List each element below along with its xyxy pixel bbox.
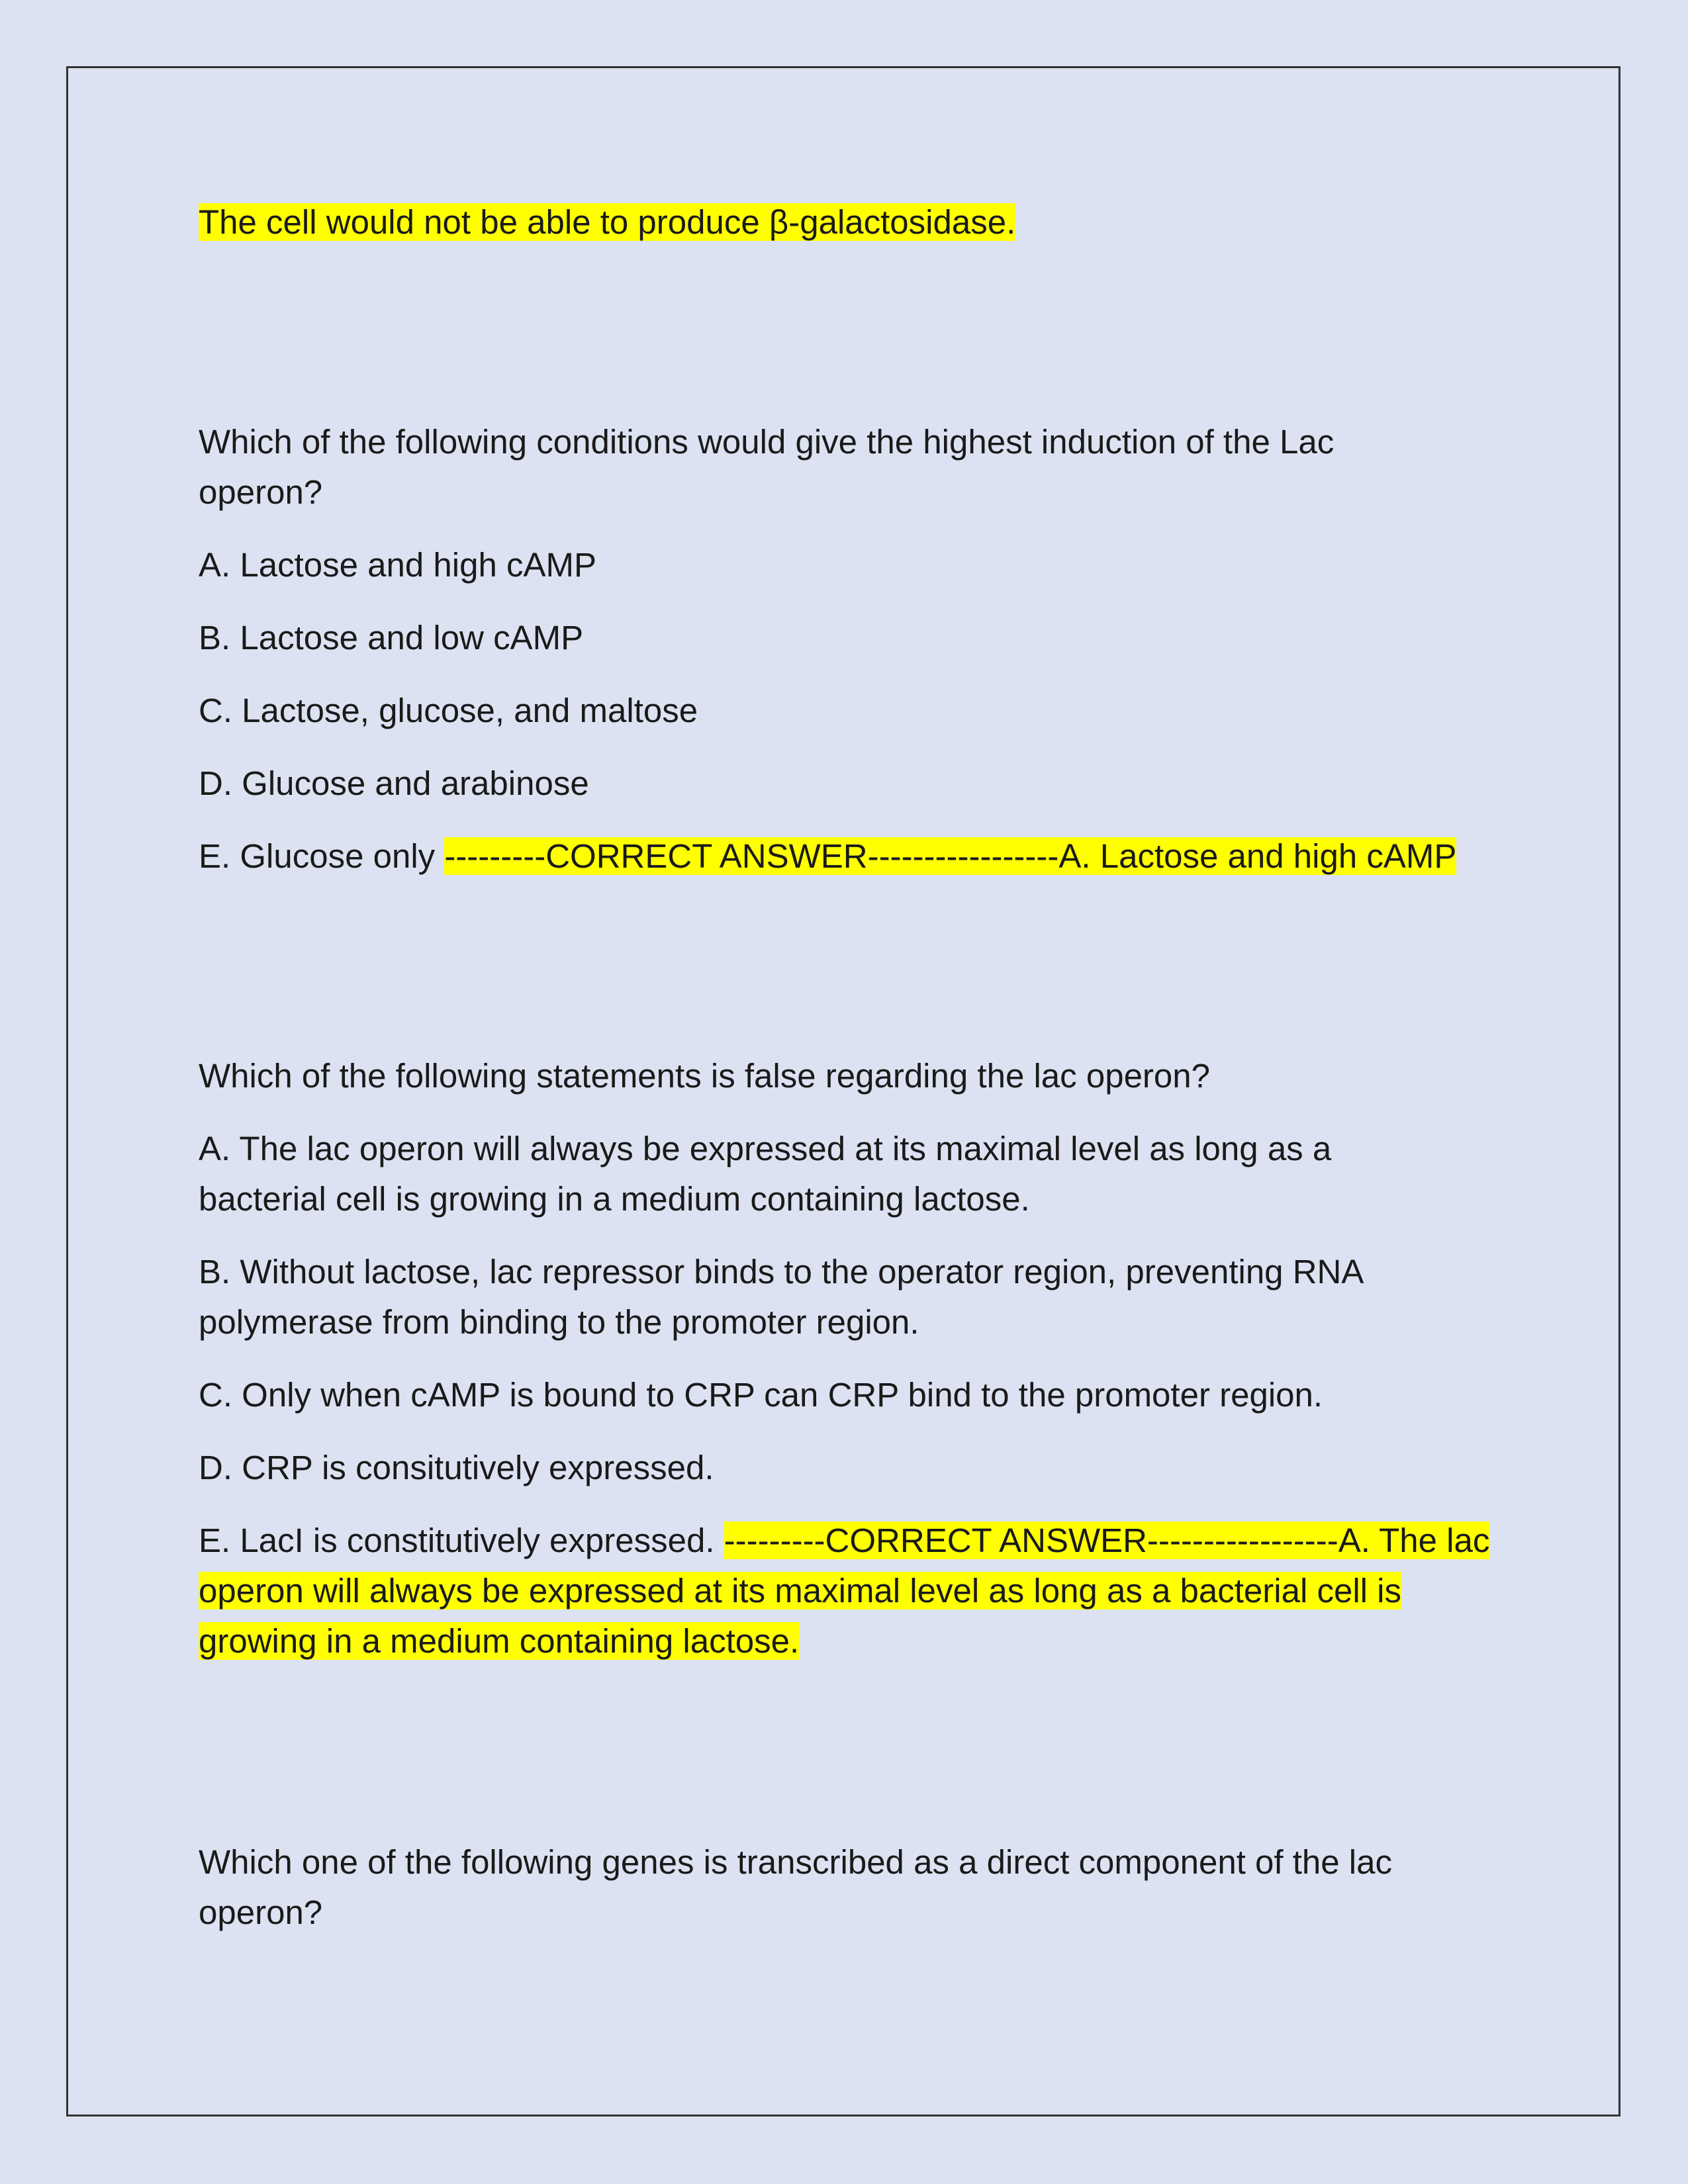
option-b: B. Lactose and low cAMP <box>199 619 584 657</box>
option-d: D. Glucose and arabinose <box>199 764 589 802</box>
question-2 <box>199 1051 1516 1689</box>
option-e-text: E. LacI is constitutively expressed. <box>199 1522 724 1559</box>
option-e-text: E. Glucose only <box>199 837 445 875</box>
correct-answer-highlight: operon will always be expressed at its maximal level as long as a bacterial cell is <box>199 1572 1401 1610</box>
option-c: C. Lactose, glucose, and maltose <box>199 692 698 729</box>
option-e <box>199 831 1516 882</box>
question-text-line: Which one of the following genes is transcribed as a direct component of the lac <box>199 1843 1393 1881</box>
intro-answer <box>199 197 1516 248</box>
question-3 <box>199 1837 1516 1938</box>
question-text-line: operon? <box>199 473 323 511</box>
question-1-text <box>199 417 1516 518</box>
intro-section <box>199 197 1516 248</box>
question-text-line: operon? <box>199 1893 323 1931</box>
correct-answer-highlight: growing in a medium containing lactose. <box>199 1622 800 1660</box>
option-line: bacterial cell is growing in a medium containing lactose. <box>199 1180 1030 1218</box>
option-e-line <box>199 1516 1516 1566</box>
correct-answer-highlight: ---------CORRECT ANSWER-----------------A. The lac <box>724 1522 1490 1559</box>
question-text-line: Which of the following conditions would give the highest induction of the Lac <box>199 423 1335 461</box>
question-1 <box>199 417 1516 904</box>
highlighted-answer: The cell would not be able to produce β-galactosidase. <box>199 203 1016 241</box>
option-b <box>199 1247 1516 1347</box>
option-line: A. The lac operon will always be expressed at its maximal level as long as a <box>199 1130 1332 1167</box>
option-e-line <box>199 1616 1516 1666</box>
option-d: D. CRP is consitutively expressed. <box>199 1449 714 1486</box>
question-2-text: Which of the following statements is false regarding the lac operon? <box>199 1057 1211 1095</box>
option-e <box>199 1516 1516 1666</box>
option-e-line <box>199 1566 1516 1616</box>
option-a: A. Lactose and high cAMP <box>199 546 597 584</box>
correct-answer-highlight: ---------CORRECT ANSWER-----------------A. Lactose and high cAMP <box>444 837 1457 875</box>
option-c: C. Only when cAMP is bound to CRP can CRP bind to the promoter region. <box>199 1376 1323 1414</box>
option-line: B. Without lactose, lac repressor binds to the operator region, preventing RNA <box>199 1253 1364 1291</box>
option-line: polymerase from binding to the promoter region. <box>199 1303 919 1341</box>
option-a <box>199 1124 1516 1224</box>
